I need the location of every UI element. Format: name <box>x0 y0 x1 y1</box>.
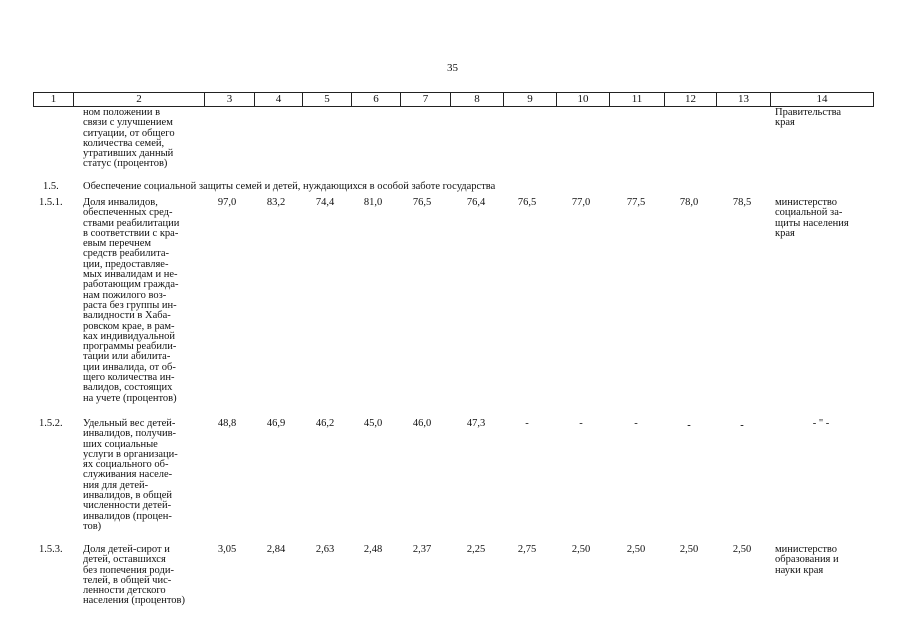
text-line: края <box>775 117 795 129</box>
text-line: средств реабилита- <box>83 248 169 260</box>
header-col-14: 14 <box>816 93 828 105</box>
text-line: обеспеченных сред- <box>83 207 173 219</box>
text-line: нам пожилого воз- <box>83 289 167 301</box>
header-col-6: 6 <box>352 93 401 106</box>
row-1-5-1-value-6: 81,0 <box>363 197 383 208</box>
header-col-7: 7 <box>401 93 451 106</box>
row-1-5-2-value-9: - <box>525 418 529 429</box>
row-1-5-3-number: 1.5.3. <box>39 544 63 555</box>
header-col-5: 5 <box>303 93 352 106</box>
text-line: тов) <box>83 520 102 532</box>
continued-row-description <box>83 108 175 170</box>
header-col-12: 12 <box>665 93 717 106</box>
text-line: численности детей- <box>83 500 172 512</box>
text-line: служивания населе- <box>83 469 173 481</box>
text-line: ции инвалида, от об- <box>83 361 176 373</box>
text-line: Удельный вес детей- <box>83 418 176 429</box>
text-line: щиты населения <box>775 217 849 229</box>
text-line: социальной за- <box>775 207 843 219</box>
text-line: валидности в Хаба- <box>83 310 171 322</box>
text-line: программы реабили- <box>83 341 177 353</box>
row-1-5-3-value-12: 2,50 <box>679 544 699 555</box>
text-line: мых инвалидам и не- <box>83 269 178 281</box>
text-line: ровском крае, в рам- <box>83 320 175 332</box>
text-line: ции, предоставляе- <box>83 258 169 270</box>
row-1-5-3-value-11: 2,50 <box>626 544 646 555</box>
text-line: края <box>775 227 795 239</box>
text-line: населения (процентов) <box>83 595 185 607</box>
text-line: услуги в организаци- <box>83 448 178 460</box>
header-col-4: 4 <box>255 93 303 106</box>
text-line: инвалидов, получив- <box>83 428 177 440</box>
row-1-5-3-value-6: 2,48 <box>363 544 383 555</box>
row-1-5-2-value-13: - <box>740 420 744 431</box>
text-line: связи с улучшением <box>83 117 173 129</box>
header-col-13: 13 <box>717 93 771 106</box>
row-1-5-2-value-7: 46,0 <box>412 418 432 429</box>
row-1-5-2-value-6: 45,0 <box>363 418 383 429</box>
header-col-9: 9 <box>504 93 557 106</box>
table-header <box>33 92 874 107</box>
row-1-5-3-value-13: 2,50 <box>732 544 752 555</box>
text-line: инвалидов (процен- <box>83 510 172 522</box>
text-line: ствами реабилитации <box>83 217 180 229</box>
text-line: детей, оставшихся <box>83 554 166 566</box>
text-line: щего количества ин- <box>83 372 175 384</box>
row-1-5-1-value-10: 77,0 <box>571 197 591 208</box>
text-line: евым перечнем <box>83 238 152 250</box>
row-1-5-1-value-9: 76,5 <box>517 197 537 208</box>
row-1-5-3-value-5: 2,63 <box>315 544 335 555</box>
row-1-5-1-number: 1.5.1. <box>39 197 63 208</box>
row-1-5-2-value-12: - <box>687 420 691 431</box>
text-line: министерство <box>775 197 838 208</box>
text-line: образования и <box>775 554 839 566</box>
header-col-3: 3 <box>205 93 255 106</box>
row-1-5-1-responsible <box>775 198 849 239</box>
row-1-5-2-value-8: 47,3 <box>466 418 486 429</box>
row-1-5-3-value-8: 2,25 <box>466 544 486 555</box>
row-1-5-3-value-3: 3,05 <box>217 544 237 555</box>
text-line: раста без группы ин- <box>83 299 177 311</box>
text-line: работающим гражда- <box>83 279 179 291</box>
text-line: тации или абилита- <box>83 351 171 363</box>
row-1-5-1-value-13: 78,5 <box>732 197 752 208</box>
row-1-5-2-value-5: 46,2 <box>315 418 335 429</box>
row-1-5-2-value-3: 48,8 <box>217 418 237 429</box>
text-line: телей, в общей чис- <box>83 574 172 586</box>
row-1-5-2-value-11: - <box>634 418 638 429</box>
text-line: ситуации, от общего <box>83 127 175 139</box>
row-1-5-2-number: 1.5.2. <box>39 418 63 429</box>
row-1-5-1-value-11: 77,5 <box>626 197 646 208</box>
text-line: Доля инвалидов, <box>83 197 158 208</box>
row-1-5-3-value-4: 2,84 <box>266 544 286 555</box>
row-1-5-1-value-7: 76,5 <box>412 197 432 208</box>
text-line: ших социальные <box>83 438 158 450</box>
header-col-11: 11 <box>610 93 665 106</box>
header-col-1: 1 <box>34 93 74 106</box>
text-line: без попечения роди- <box>83 564 174 576</box>
row-1-5-1-value-8: 76,4 <box>466 197 486 208</box>
text-line: инвалидов, в общей <box>83 490 173 502</box>
text-line: ния для детей- <box>83 479 149 491</box>
text-line: в соответствии с кра- <box>83 227 179 239</box>
row-1-5-3-responsible <box>775 545 839 576</box>
text-line: ях социального об- <box>83 459 169 471</box>
text-line: утративших данный <box>83 148 174 160</box>
page-number: 35 <box>447 62 458 74</box>
text-line: количества семей, <box>83 137 165 149</box>
text-line: статус (процентов) <box>83 158 168 170</box>
row-1-5-1-value-3: 97,0 <box>217 197 237 208</box>
text-line: министерство <box>775 544 838 555</box>
row-1-5-1-value-4: 83,2 <box>266 197 286 208</box>
text-line: ках индивидуальной <box>83 330 175 342</box>
section-title: Обеспечение социальной защиты семей и детей, нуждающихся в особой заботе государства <box>83 181 496 192</box>
row-1-5-2-description <box>83 419 178 532</box>
text-line: ном положении в <box>83 107 161 118</box>
continued-row-responsible <box>775 108 841 129</box>
row-1-5-2-responsible: - " - <box>812 418 830 429</box>
row-1-5-3-value-9: 2,75 <box>517 544 537 555</box>
header-col-2: 2 <box>74 93 205 106</box>
row-1-5-2-value-4: 46,9 <box>266 418 286 429</box>
row-1-5-3-description <box>83 545 185 607</box>
row-1-5-2-value-10: - <box>579 418 583 429</box>
row-1-5-3-value-7: 2,37 <box>412 544 432 555</box>
text-line: ленности детского <box>83 585 166 597</box>
text-line: Доля детей-сирот и <box>83 544 170 555</box>
header-col-8: 8 <box>451 93 504 106</box>
row-1-5-1-value-5: 74,4 <box>315 197 335 208</box>
header-col-10: 10 <box>557 93 610 106</box>
row-1-5-1-value-12: 78,0 <box>679 197 699 208</box>
section-number: 1.5. <box>43 181 59 192</box>
row-1-5-1-description <box>83 198 179 404</box>
text-line: на учете (процентов) <box>83 392 177 404</box>
text-line: валидов, состоящих <box>83 382 173 394</box>
text-line: Правительства <box>775 107 842 118</box>
text-line: науки края <box>775 564 824 576</box>
row-1-5-3-value-10: 2,50 <box>571 544 591 555</box>
